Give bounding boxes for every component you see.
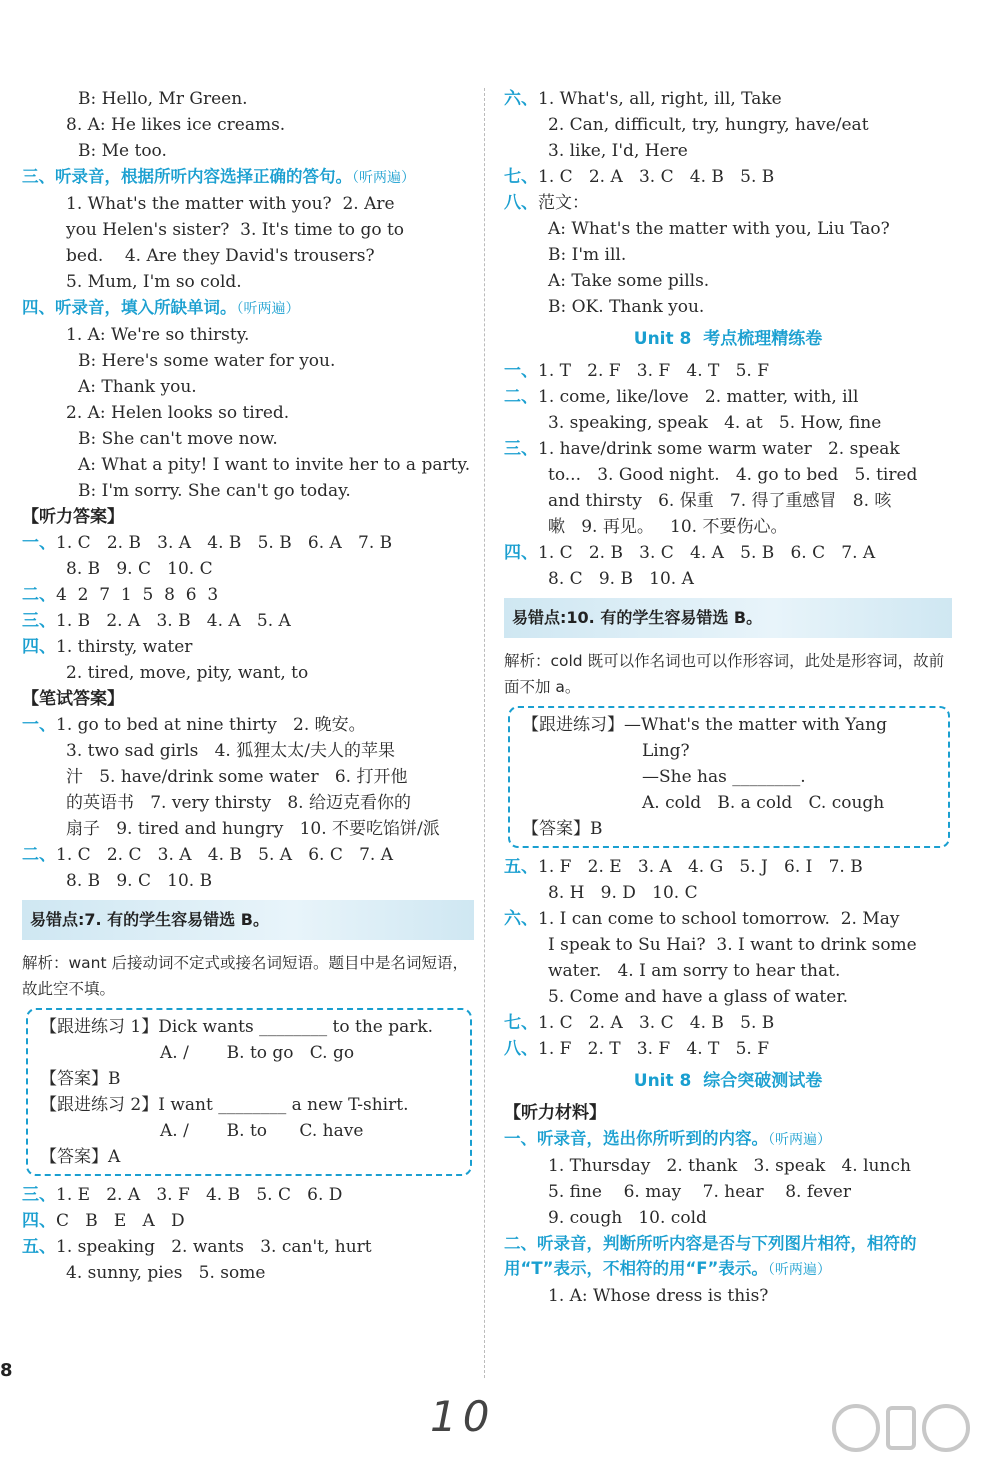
text-line: B: Me too.	[78, 141, 167, 161]
practice-line: A. cold B. a cold C. cough	[642, 793, 885, 813]
question-number: 一、	[504, 361, 538, 381]
text-line: you Helen's sister? 3. It's time to go to	[66, 220, 405, 240]
text-line: to... 3. Good night. 4. go to bed 5. tired	[548, 465, 918, 485]
answer-line	[504, 1010, 952, 1036]
unit-title: Unit 8 考点梳理精练卷	[633, 329, 823, 349]
section-heading-text: 一、听录音，选出你所听到的内容。	[504, 1129, 768, 1148]
analysis-text: 解析：cold 既可以作名词也可以作形容词，此处是形容词，故前面不加 a。	[504, 652, 945, 696]
text-line: B: Here's some water for you.	[78, 351, 336, 371]
question-number: 六、	[504, 909, 538, 929]
answer-line	[504, 86, 952, 112]
answer-line	[504, 164, 952, 190]
text-line: 1. Thursday 2. thank 3. speak 4. lunch	[548, 1156, 911, 1176]
text-line: A: Take some pills.	[548, 271, 710, 291]
text-line: A: What's the matter with you, Liu Tao?	[548, 219, 890, 239]
section-heading-hint: （听两遍）	[768, 1132, 831, 1148]
text-line: and thirsty 6. 保重 7. 得了重感冒 8. 咳	[548, 491, 892, 511]
text-line: 嗽 9. 再见。 10. 不要伤心。	[548, 517, 788, 537]
answer-text: 1. T 2. F 3. F 4. T 5. F	[538, 361, 770, 381]
practice-box	[26, 1008, 472, 1176]
text-line: 扇子 9. tired and hungry 10. 不要吃馅饼/派	[66, 819, 440, 839]
answer-text: 1. I can come to school tomorrow. 2. May	[538, 909, 900, 929]
watermark-logo-icon	[826, 1398, 976, 1468]
question-number: 二、	[504, 387, 538, 407]
section-heading-text: 三、听录音，根据所听内容选择正确的答句。	[22, 167, 352, 186]
practice-line: 【跟进练习 1】Dick wants ________ to the park.	[40, 1017, 434, 1037]
answer-text: C B E A D	[56, 1211, 185, 1231]
answer-text: 1. C 2. B 3. A 4. B 5. B 6. A 7. B	[56, 533, 393, 553]
text-line: B: I'm ill.	[548, 245, 627, 265]
answer-text: 1. F 2. E 3. A 4. G 5. J 6. I 7. B	[538, 857, 863, 877]
answer-text: 1. C 2. A 3. C 4. B 5. B	[538, 167, 775, 187]
answer-line	[504, 1036, 952, 1062]
text-line: 8. C 9. B 10. A	[548, 569, 694, 589]
question-number: 四、	[504, 543, 538, 563]
question-number: 三、	[504, 439, 538, 459]
answer-text: 1. thirsty, water	[56, 637, 193, 657]
answer-section-label: 【笔试答案】	[22, 689, 124, 709]
question-number: 二、	[22, 585, 56, 605]
answer-line	[504, 384, 952, 410]
question-number: 四、	[22, 1211, 56, 1231]
practice-line: 【跟进练习】—What's the matter with Yang	[522, 715, 887, 735]
text-line: B: I'm sorry. She can't go today.	[78, 481, 351, 501]
text-line: 4. sunny, pies 5. some	[66, 1263, 266, 1283]
answer-text: 1. C 2. C 3. A 4. B 5. A 6. C 7. A	[56, 845, 393, 865]
answer-line	[504, 540, 952, 566]
practice-line: 【答案】B	[40, 1069, 121, 1089]
answer-line	[504, 906, 952, 932]
practice-line: A. / B. to C. have	[160, 1121, 364, 1141]
answer-text: 1. C 2. B 3. C 4. A 5. B 6. C 7. A	[538, 543, 876, 563]
question-number: 一、	[22, 715, 56, 735]
text-line: 8. A: He likes ice creams.	[66, 115, 286, 135]
text-line: 3. speaking, speak 4. at 5. How, fine	[548, 413, 882, 433]
question-number: 三、	[22, 1185, 56, 1205]
section-heading-text: 二、听录音，判断所听内容是否与下列图片相符，相符的用“T”表示，不相符的用“F”表示。	[504, 1234, 917, 1278]
answer-line	[22, 842, 474, 868]
answer-text: 1. C 2. A 3. C 4. B 5. B	[538, 1013, 775, 1033]
question-number: 七、	[504, 167, 538, 187]
section-heading	[504, 1231, 952, 1283]
text-line: 1. A: We're so thirsty.	[66, 325, 250, 345]
section-heading-hint: （听两遍）	[352, 170, 415, 186]
text-line: 2. A: Helen looks so tired.	[66, 403, 290, 423]
text-line: 5. fine 6. may 7. hear 8. fever	[548, 1182, 851, 1202]
practice-line: 【答案】A	[40, 1147, 121, 1167]
answer-line	[504, 436, 952, 462]
text-line: 9. cough 10. cold	[548, 1208, 707, 1228]
text-line: 2. Can, difficult, try, hungry, have/eat	[548, 115, 869, 135]
question-number: 七、	[504, 1013, 538, 1033]
text-line: B: She can't move now.	[78, 429, 278, 449]
text-line: 8. B 9. C 10. C	[66, 559, 213, 579]
analysis-text: 解析：want 后接动词不定式或接名词短语。题目中是名词短语，故此空不填。	[22, 954, 469, 998]
answer-text: 1. E 2. A 3. F 4. B 5. C 6. D	[56, 1185, 343, 1205]
text-line: B: Hello, Mr Green.	[78, 89, 248, 109]
text-line: A: Thank you.	[78, 377, 197, 397]
text-line: B: OK. Thank you.	[548, 297, 705, 317]
text-line: A: What a pity! I want to invite her to a party.	[78, 455, 471, 475]
right-column	[504, 86, 952, 1309]
text-line: bed. 4. Are they David's trousers?	[66, 246, 375, 266]
answer-text: 1. have/drink some warm water 2. speak	[538, 439, 900, 459]
answer-line	[22, 608, 474, 634]
section-heading	[22, 295, 474, 322]
column-divider	[484, 88, 485, 1378]
text-line: 的英语书 7. very thirsty 8. 给迈克看你的	[66, 793, 411, 813]
text-line: 8. H 9. D 10. C	[548, 883, 698, 903]
left-column	[22, 86, 474, 1286]
text-line: water. 4. I am sorry to hear that.	[548, 961, 841, 981]
text-line: 5. Come and have a glass of water.	[548, 987, 848, 1007]
answer-line	[22, 1234, 474, 1260]
answer-text: 1. come, like/love 2. matter, with, ill	[538, 387, 859, 407]
answer-line	[22, 530, 474, 556]
error-prone-box: 易错点:7. 有的学生容易错选 B。	[22, 900, 474, 940]
answer-line	[504, 854, 952, 880]
text-line: 汁 5. have/drink some water 6. 打开他	[66, 767, 408, 787]
question-number: 二、	[22, 845, 56, 865]
question-number: 六、	[504, 89, 538, 109]
answer-line	[22, 1208, 474, 1234]
answer-line	[22, 1182, 474, 1208]
question-number: 八、	[504, 193, 538, 213]
page-number: 8	[0, 1360, 13, 1381]
unit-title: Unit 8 综合突破测试卷	[633, 1071, 823, 1091]
practice-line: —She has ________.	[642, 767, 806, 787]
answer-text: 范文：	[538, 193, 589, 213]
section-heading	[22, 164, 474, 191]
section-heading-hint: （听两遍）	[767, 1262, 831, 1278]
text-line: 3. two sad girls 4. 狐狸太太/夫人的苹果	[66, 741, 395, 761]
answer-line	[22, 634, 474, 660]
answer-text: 1. speaking 2. wants 3. can't, hurt	[56, 1237, 372, 1257]
answer-section-label: 【听力答案】	[22, 507, 124, 527]
answer-line	[22, 582, 474, 608]
answer-line	[504, 358, 952, 384]
answer-text: 1. What's, all, right, ill, Take	[538, 89, 782, 109]
answer-text: 1. F 2. T 3. F 4. T 5. F	[538, 1039, 770, 1059]
practice-line: Ling?	[642, 741, 690, 761]
answer-line	[22, 712, 474, 738]
practice-line: A. / B. to go C. go	[160, 1043, 355, 1063]
practice-box	[508, 706, 950, 848]
text-line: 1. What's the matter with you? 2. Are	[66, 194, 395, 214]
question-number: 五、	[504, 857, 538, 877]
text-line: I speak to Su Hai? 3. I want to drink some	[548, 935, 917, 955]
answer-section-label: 【听力材料】	[504, 1103, 606, 1123]
handwritten-page-mark: 10	[430, 1392, 496, 1441]
answer-text: 1. B 2. A 3. B 4. A 5. A	[56, 611, 291, 631]
practice-line: 【跟进练习 2】I want ________ a new T-shirt.	[40, 1095, 409, 1115]
question-number: 三、	[22, 611, 56, 631]
text-line: 5. Mum, I'm so cold.	[66, 272, 242, 292]
question-number: 五、	[22, 1237, 56, 1257]
question-number: 四、	[22, 637, 56, 657]
question-number: 一、	[22, 533, 56, 553]
text-line: 2. tired, move, pity, want, to	[66, 663, 309, 683]
question-number: 八、	[504, 1039, 538, 1059]
answer-line	[504, 190, 952, 216]
section-heading	[504, 1126, 952, 1153]
text-line: 8. B 9. C 10. B	[66, 871, 213, 891]
answer-text: 4 2 7 1 5 8 6 3	[56, 585, 219, 605]
error-prone-box: 易错点:10. 有的学生容易错选 B。	[504, 598, 952, 638]
practice-line: 【答案】B	[522, 819, 603, 839]
section-heading-text: 四、听录音，填入所缺单词。	[22, 298, 237, 317]
text-line: 1. A: Whose dress is this?	[548, 1286, 769, 1306]
text-line: 3. like, I'd, Here	[548, 141, 688, 161]
answer-text: 1. go to bed at nine thirty 2. 晚安。	[56, 715, 366, 735]
section-heading-hint: （听两遍）	[236, 301, 300, 317]
